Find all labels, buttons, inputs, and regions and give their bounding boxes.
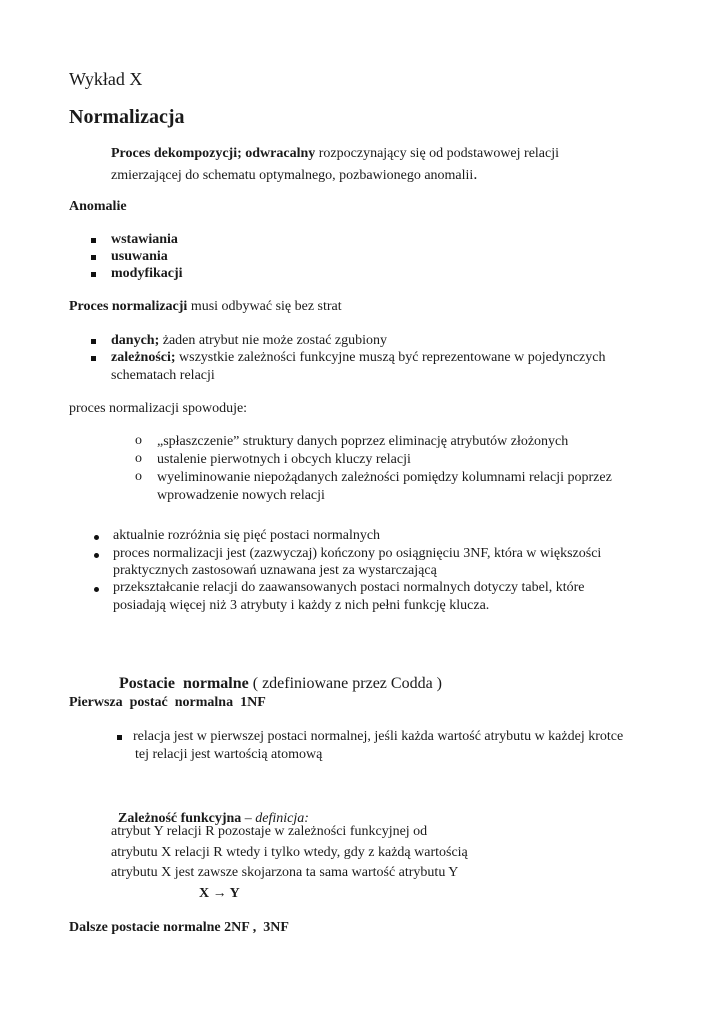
square-bullet-icon	[117, 735, 122, 740]
square-bullet-icon	[91, 238, 96, 243]
anomaly-item: usuwania	[111, 249, 168, 264]
fd-heading	[111, 795, 309, 827]
fd-definition-line: atrybutu X jest zawsze skojarzona ta sama wartość atrybutu Y	[111, 865, 459, 880]
forms-rest: ( zdefiniowane przez Codda )	[248, 675, 442, 692]
first-nf-heading: Pierwsza postać normalna 1NF	[69, 695, 266, 710]
fd-definition-line: atrybutu X relacji R wtedy i tylko wtedy, gdy z każdą wartością	[111, 845, 468, 860]
circle-bullet-icon: o	[135, 451, 142, 466]
anomaly-item: wstawiania	[111, 232, 178, 247]
process-item-rest: żaden atrybut nie może zostać zgubiony	[159, 333, 388, 348]
forms-bold: Postacie normalne	[119, 675, 249, 692]
intro-bold: Proces dekompozycji; odwracalny	[111, 146, 316, 161]
note-item: przekształcanie relacji do zaawansowanych postaci normalnych dotyczy tabel, które	[113, 580, 585, 595]
process-item-bold: zależności;	[111, 350, 176, 365]
process-item	[111, 333, 387, 349]
intro-line2-end: .	[473, 166, 478, 183]
effects-lead: proces normalizacji spowoduje:	[69, 401, 248, 416]
first-nf-item-continuation: tej relacji jest wartością atomową	[135, 747, 323, 762]
circle-bullet-icon: o	[135, 469, 142, 484]
dot-bullet-icon	[94, 587, 99, 592]
note-item-continuation: posiadają więcej niż 3 atrybuty i każdy z nich pełni funkcję klucza.	[113, 598, 490, 613]
forms-heading	[111, 657, 442, 693]
first-nf-item: relacja jest w pierwszej postaci normalnej, jeśli każda wartość atrybutu w każdej krotce	[133, 729, 624, 744]
effect-item: „spłaszczenie” struktury danych poprzez eliminację atrybutów złożonych	[157, 434, 569, 449]
dot-bullet-icon	[94, 535, 99, 540]
further-heading: Dalsze postacie normalne 2NF , 3NF	[69, 920, 289, 935]
square-bullet-icon	[91, 255, 96, 260]
process-item-continuation: schematach relacji	[111, 368, 215, 383]
fd-definition-line: atrybut Y relacji R pozostaje w zależności funkcyjnej od	[111, 824, 428, 839]
fd-bold: Zależność funkcyjna	[118, 811, 242, 826]
effect-item-continuation: wprowadzenie nowych relacji	[157, 488, 325, 503]
lecture-label: Wykład X	[69, 69, 143, 89]
process-item-bold: danych;	[111, 333, 160, 348]
circle-bullet-icon: o	[135, 433, 142, 448]
effect-item: wyeliminowanie niepożądanych zależności pomiędzy kolumnami relacji poprzez	[157, 470, 612, 485]
anomalies-heading: Anomalie	[69, 199, 127, 214]
dot-bullet-icon	[94, 553, 99, 558]
process-item	[111, 350, 605, 366]
page-title: Normalizacja	[69, 106, 185, 128]
square-bullet-icon	[91, 339, 96, 344]
intro-rest: rozpoczynający się od podstawowej relacji	[315, 146, 560, 161]
anomaly-item: modyfikacji	[111, 266, 183, 281]
process-bold: Proces normalizacji	[69, 299, 188, 314]
note-item: aktualnie rozróżnia się pięć postaci normalnych	[113, 528, 381, 543]
intro-line-1	[111, 146, 559, 162]
fd-italic: definicja:	[255, 811, 309, 826]
square-bullet-icon	[91, 356, 96, 361]
fd-dash: –	[241, 811, 256, 826]
square-bullet-icon	[91, 272, 96, 277]
note-item-continuation: praktycznych zastosowań uznawana jest za wystarczającą	[113, 563, 437, 578]
effect-item: ustalenie pierwotnych i obcych kluczy relacji	[157, 452, 411, 467]
process-item-rest: wszystkie zależności funkcyjne muszą być reprezentowane w pojedynczych	[175, 350, 606, 365]
intro-line2-text: zmierzającej do schematu optymalnego, pozbawionego anomalii	[111, 168, 474, 183]
process-line	[69, 299, 342, 315]
intro-line-2	[111, 166, 477, 184]
fd-formula: X → Y	[199, 886, 240, 901]
process-rest: musi odbywać się bez strat	[187, 299, 342, 314]
note-item: proces normalizacji jest (zazwyczaj) kończony po osiągnięciu 3NF, która w większości	[113, 546, 602, 561]
